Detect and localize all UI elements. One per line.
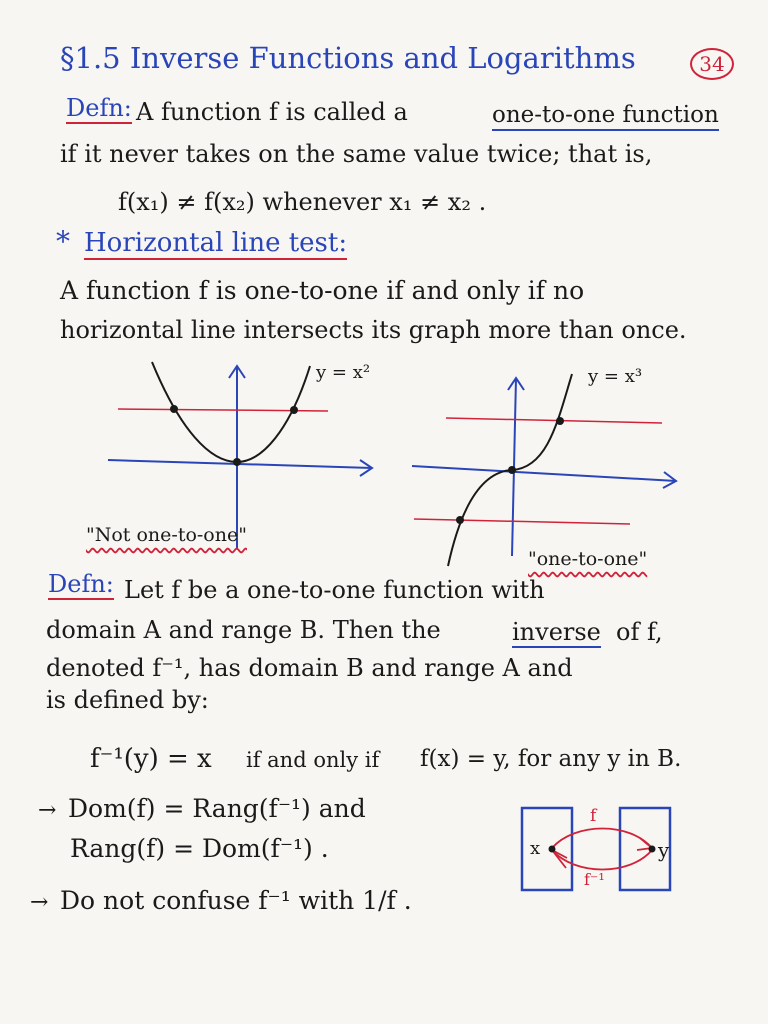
- mapping-finv-label: f⁻¹: [584, 870, 605, 889]
- defn2-label: Defn:: [48, 570, 114, 598]
- hlt-line1: A function f is one-to-one if and only if no: [60, 276, 585, 305]
- hlt-star: *: [56, 225, 70, 258]
- left-graph-label: y = x²: [316, 362, 371, 383]
- defn2-line3: denoted f⁻¹, has domain B and range A and: [46, 654, 573, 682]
- inverse-formula-c: f(x) = y, for any y in B.: [420, 746, 682, 772]
- right-intersection-bottom: [456, 516, 464, 524]
- defn2-line1: Let f be a one-to-one function with: [124, 576, 545, 604]
- right-x-axis: [412, 466, 676, 481]
- dom-line1: Dom(f) = Rang(f⁻¹) and: [68, 794, 366, 823]
- inverse-formula-b: if and only if: [246, 748, 380, 772]
- right-intersection-top: [556, 417, 564, 425]
- confuse-line: Do not confuse f⁻¹ with 1/f .: [60, 886, 412, 915]
- inverse-formula-a: f⁻¹(y) = x: [90, 744, 212, 774]
- defn1-line2: if it never takes on the same value twice; that is,: [60, 140, 653, 168]
- mapping-f-label: f: [590, 806, 597, 826]
- defn2-line4: is defined by:: [46, 686, 209, 714]
- mapping-y-label: y: [658, 838, 670, 862]
- left-intersection-1: [170, 405, 178, 413]
- hlt-title: Horizontal line test:: [84, 228, 348, 258]
- left-intersection-2: [290, 406, 298, 414]
- y-point: [649, 846, 656, 853]
- right-horizontal-line-top: [446, 418, 662, 423]
- page-title: §1.5 Inverse Functions and Logarithms: [60, 41, 636, 75]
- defn2-term: inverse: [512, 618, 601, 646]
- confuse-arrow-icon: →: [30, 890, 49, 915]
- hlt-line2: horizontal line intersects its graph more than once.: [60, 316, 687, 344]
- page-number-badge: 34: [690, 48, 734, 80]
- finv-arrow-path: [552, 850, 652, 870]
- defn1-text: A function f is called a: [136, 98, 408, 126]
- x-point: [549, 846, 556, 853]
- defn1-label: Defn:: [66, 94, 132, 122]
- dom-arrow-icon: →: [38, 798, 57, 823]
- defn2-line2b: of f,: [616, 618, 663, 646]
- left-caption: "Not one-to-one": [86, 524, 247, 546]
- defn2-line2a: domain A and range B. Then the: [46, 616, 441, 644]
- f-arrow-path: [552, 829, 652, 849]
- right-graph-label: y = x³: [588, 366, 643, 387]
- dom-line2: Rang(f) = Dom(f⁻¹) .: [70, 834, 329, 863]
- mapping-x-label: x: [530, 838, 541, 859]
- defn1-formula: f(x₁) ≠ f(x₂) whenever x₁ ≠ x₂ .: [118, 188, 487, 216]
- left-origin-point: [233, 458, 241, 466]
- right-caption: "one-to-one": [528, 548, 648, 570]
- right-origin-point: [508, 466, 516, 474]
- finv-arrow-head: [552, 850, 567, 868]
- right-horizontal-line-bottom: [414, 519, 630, 524]
- defn1-term: one-to-one function: [492, 104, 719, 131]
